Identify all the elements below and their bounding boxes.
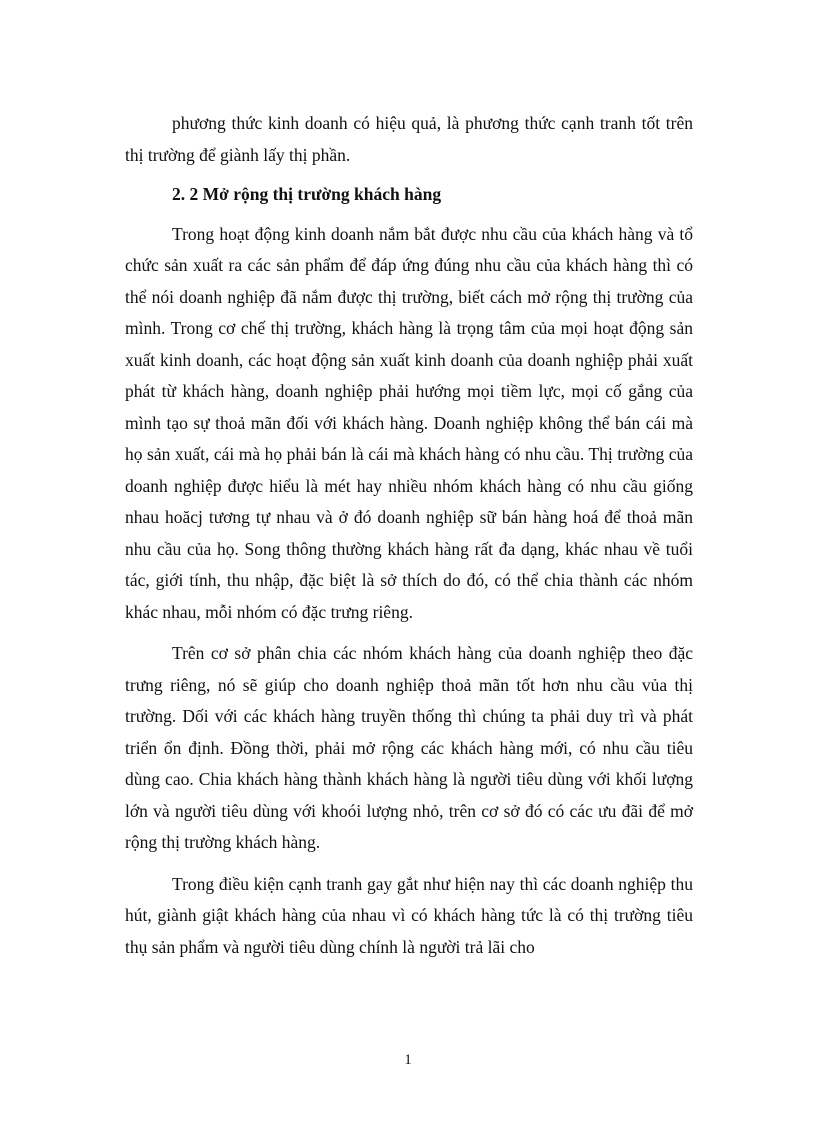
paragraph-3: Trong điều kiện cạnh tranh gay gắt như hiện nay thì các doanh nghiệp thu hút, giành giật khách hàng của nhau vì có khách hàng tức là có thị trường tiêu thụ sản phẩm và người tiêu dùng chính là người trả lãi cho	[125, 873, 693, 957]
paragraph-1: Trong hoạt động kinh doanh nắm bắt được nhu cầu của khách hàng và tổ chức sản xuất ra các sản phẩm để đáp ứng đúng nhu cầu của khách hàng thì có thể nói doanh nghiệp đã nắm được thị trường, biết cách mở rộng thị trường của mình. Trong cơ chế thị trường, khách hàng là trọng tâm của mọi hoạt động sản xuất kinh doanh, các hoạt động sản xuất kinh doanh của doanh nghiệp phải xuất phát từ khách hàng, doanh nghiệp phải hướng mọi tiềm lực, mọi cố gắng của mình tạo sự thoả mãn đối với khách hàng. Doanh nghiệp không thể bán cái mà họ sản xuất, cái mà họ phải bán là cái mà khách hàng có nhu cầu. Thị trường của doanh nghiệp được hiểu là mét hay nhiều nhóm khách hàng có nhu cầu giống nhau hoăcj tương tự nhau và ở đó doanh nghiệp sữ bán hàng hoá để thoả mãn nhu cầu của họ. Song thông thường khách hàng rất đa dạng, khác nhau về tuổi tác, giới tính, thu nhập, đặc biệt là sở thích do đó, có thể chia thành các nhóm khác nhau, mỗi nhóm có đặc trưng riêng.	[125, 223, 693, 622]
section-heading: 2. 2 Mở rộng thị trường khách hàng	[172, 184, 442, 204]
paragraph-continued: phương thức kinh doanh có hiệu quả, là phương thức cạnh tranh tốt trên thị trường để giành lấy thị phần.	[125, 113, 693, 165]
paragraph-2: Trên cơ sở phân chia các nhóm khách hàng của doanh nghiệp theo đặc trưng riêng, nó sẽ giúp cho doanh nghiệp thoả mãn tốt hơn nhu cầu vủa thị trường. Dối với các khách hàng truyền thống thì chúng ta phải duy trì và phát triển ổn định. Đồng thời, phải mở rộng các khách hàng mới, có nhu cầu tiêu dùng cao. Chia khách hàng thành khách hàng là người tiêu dùng với khối lượng lớn và người tiêu dùng với khoói lượng nhỏ, trên cơ sở đó có các ưu đãi để mở rộng thị trường khách hàng.	[125, 643, 693, 852]
page-body	[125, 108, 693, 963]
page-number: 1	[404, 1052, 412, 1068]
